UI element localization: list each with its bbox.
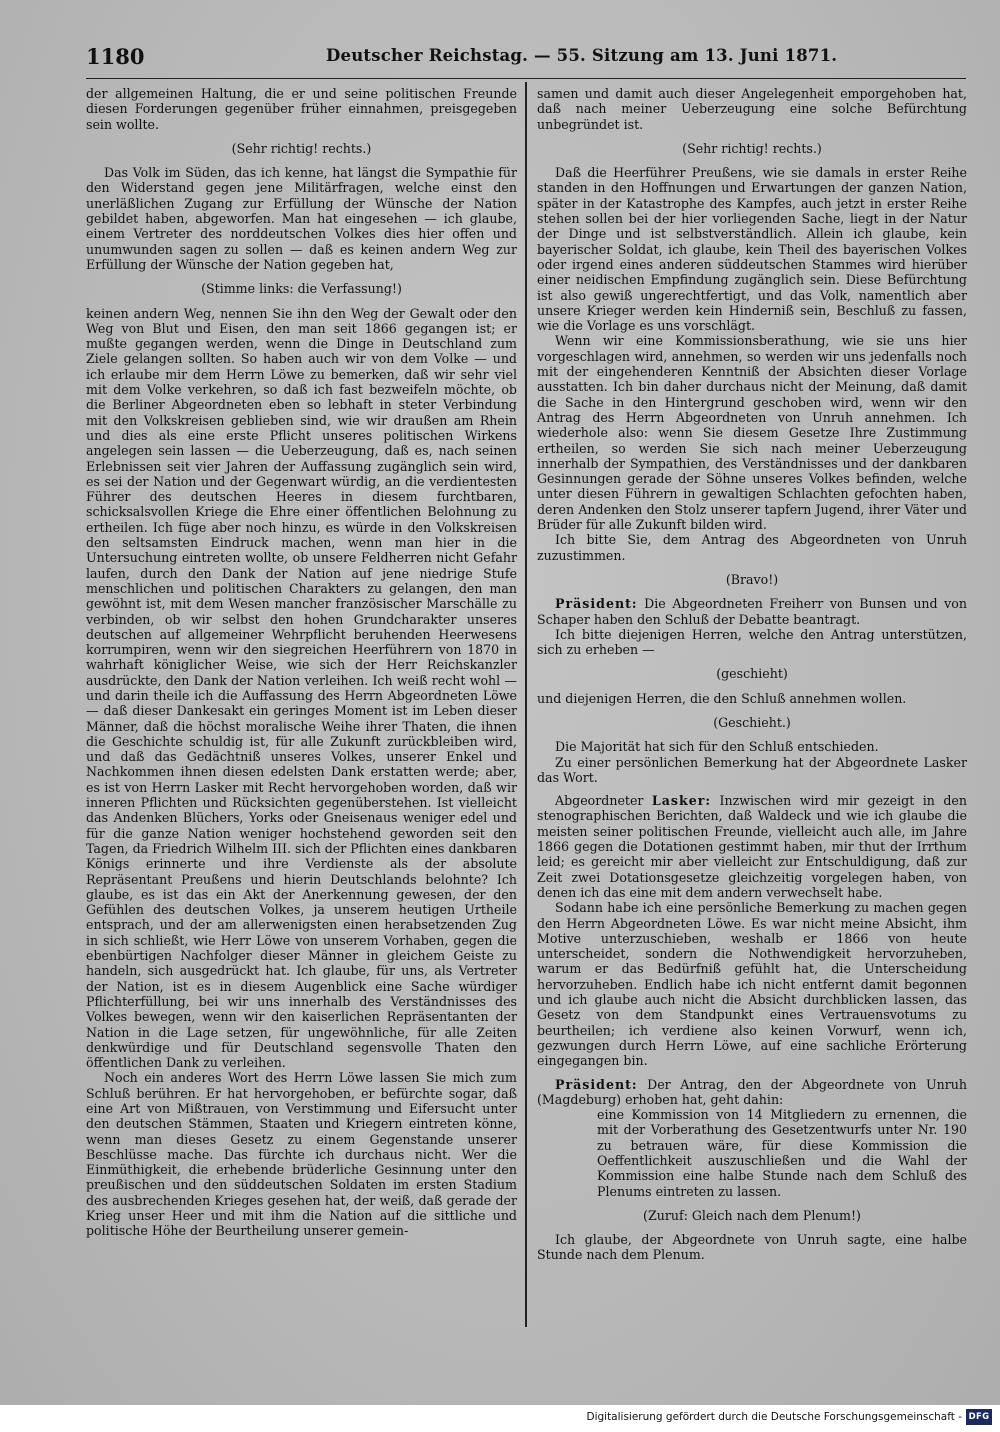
interjection: (Bravo!) — [725, 571, 779, 587]
paragraph: Zu einer persönlichen Bemerkung hat der Abgeordnete Lasker das Wort. — [537, 754, 967, 785]
running-head: Deutscher Reichstag. — 55. Sitzung am 13. Juni 1871. — [326, 46, 838, 65]
paragraph: Das Volk im Süden, das ich kenne, hat längst die Sympathie für den Widerstand gegen jene Militärfragen, welche einst den unerläßlichen Zugang zur Erfüllung der Wünsche der Nation gebildet haben, abgeworfen. Man hat eingesehen — ich glaube, einem Vertreter des norddeutschen Volkes dies hier offen und unumwunden sagen zu sollen — daß es keinen andern Weg zur Erfüllung der Wünsche der Nation gegeben hat, — [86, 165, 517, 272]
footer-credit: Digitalisierung gefördert durch die Deutsche Forschungsgemeinschaft - — [586, 1411, 962, 1423]
paragraph: Noch ein anderes Wort des Herrn Löwe lassen Sie mich zum Schluß berühren. Er hat hervorgehoben, er befürchte sogar, daß eine Art von Mißtrauen, von Verstimmung und Eifersucht unter den deutschen Stämmen, Staaten und Kriegern eintreten könne, wenn man dieses Gesetz zu einem Gegenstande unserer Beschlüsse mache. Das fürchte ich durchaus nicht. Wer die Einmüthigkeit, die erhebende brüderliche Gesinnung unter den preußischen und den süddeutschen Soldaten im ersten Stadium des ausbrechenden Krieges gesehen hat, der weiß, daß gerade der Krieg unser Heer und mit ihm die Nation auf die sittliche und politische Höhe der Beurtheilung unserer gemein- — [86, 1070, 517, 1239]
motion-text: eine Kommission von 14 Mitgliedern zu ernennen, die mit der Vorberathung des Gesetzentwurfs unter Nr. 190 zu betrauen wäre, für diese Kommission die Oeffentlichkeit auszuschließen und die Wahl der Kommission eine halbe Stunde nach dem Schluß des Plenums eintreten zu lassen. — [597, 1107, 967, 1199]
speaker-text: Die Abgeordneten Freiherr von Bunsen und von Schaper haben den Schluß der Debatte beantragt. — [537, 596, 967, 627]
page-number: 1180 — [86, 44, 145, 69]
paragraph: Ich bitte diejenigen Herren, welche den Antrag unterstützen, sich zu erheben — — [537, 626, 967, 658]
paragraph: Daß die Heerführer Preußens, wie sie damals in erster Reihe standen in den Hoffnungen und Erwartungen der ganzen Nation, später in der Katastrophe des Kampfes, auch jetzt in erster Reihe stehen sollen bei der hier vorliegenden Sache, liegt in der Natur der Dinge und ist selbstverständlich. Allein ich glaube, kein bayerischer Soldat, ich glaube, kein Theil des bayerischen Volkes oder irgend eines anderen süddeutschen Stammes wird hierüber einer neidischen Empfindung zugänglich sein. Diese Befürchtung ist also gewiß ungerechtfertigt, und das Volk, namentlich aber unsere Krieger werden kein Hinderniß sein, Beschluß zu fassen, wie die Vorlage es uns vorschlägt. — [537, 165, 967, 334]
speaker-paragraph — [537, 793, 967, 900]
paragraph: Ich glaube, der Abgeordnete von Unruh sagte, eine halbe Stunde nach dem Plenum. — [537, 1232, 967, 1263]
paragraph: Ich bitte Sie, dem Antrag des Abgeordneten von Unruh zuzustimmen. — [537, 532, 967, 563]
interjection: (geschieht) — [716, 666, 788, 682]
speaker-name: Präsident: — [555, 1076, 638, 1092]
interjection: (Sehr richtig! rechts.) — [231, 140, 372, 156]
paragraph: Sodann habe ich eine persönliche Bemerkung zu machen gegen den Herrn Abgeordneten Löwe. Es war nicht meine Absicht, ihm Motive unterzuschieben, weshalb er 1866 von heute unterscheidet, sondern die Nothwendigkeit hervorzuheben, warum er das Bedürfniß gefühlt hat, die Unterscheidung hervorzuheben. Endlich habe ich nicht entfernt damit begonnen und ich glaube auch nicht die Absicht durchblicken lassen, das Gesetz von dem Standpunkt eines Vertrauensvotums zu beurtheilen; ich verdiene also keinen Vorwurf, wenn ich, gezwungen durch Herrn Löwe, auf eine sachliche Erörterung eingegangen bin. — [537, 900, 967, 1069]
speaker-paragraph — [537, 1077, 967, 1108]
interjection: (Zuruf: Gleich nach dem Plenum!) — [643, 1207, 861, 1223]
footer — [0, 1405, 1000, 1432]
left-column — [86, 86, 517, 1239]
column-divider — [525, 82, 527, 1327]
speaker-text: Der Antrag, den der Abgeordnete von Unruh (Magdeburg) erhoben hat, geht dahin: — [537, 1076, 967, 1107]
speaker-name: Präsident: — [555, 596, 638, 612]
page-header — [86, 42, 966, 72]
interjection: (Geschieht.) — [713, 714, 791, 730]
speaker-paragraph — [537, 596, 967, 627]
paragraph: der allgemeinen Haltung, die er und seine politischen Freunde diesen Forderungen gegenüber früher einnahmen, preisgegeben sein wollte. — [86, 86, 517, 132]
right-column — [537, 86, 967, 1263]
paragraph: Wenn wir eine Kommissionsberathung, wie sie uns hier vorgeschlagen wird, annehmen, so werden wir uns jedenfalls noch mit der eingehenderen Kenntniß der Absichten dieser Vorlage ausstatten. Ich bin daher durchaus nicht der Meinung, daß damit die Sache in den Hintergrund geschoben wird, wenn wir den Antrag des Herrn Abgeordneten von Unruh annehmen. Ich wiederhole also: wenn Sie diesem Gesetze Ihre Zustimmung ertheilen, so werden Sie sich nach meiner Ueberzeugung innerhalb der Sympathien, des Verständnisses und der dankbaren Gesinnungen gerade der Söhne unseres Volkes befinden, welche unter diesen Führern in gewaltigen Schlachten gefochten haben, deren Andenken den Stolz unserer tapfern Jugend, ihrer Väter und Brüder für alle Zukunft bilden wird. — [537, 333, 967, 533]
paragraph: samen und damit auch dieser Angelegenheit emporgehoben hat, daß nach meiner Ueberzeugung eine solche Befürchtung unbegründet ist. — [537, 86, 967, 132]
interjection: (Sehr richtig! rechts.) — [682, 140, 822, 156]
paragraph: Die Majorität hat sich für den Schluß entschieden. — [555, 739, 879, 755]
speaker-prefix: Abgeordneter — [555, 793, 652, 809]
speaker-text: Inzwischen wird mir gezeigt in den stenographischen Berichten, daß Waldeck und wie ich glaube die meisten seiner politischen Freunde, vielleicht auch alle, im Jahre 1866 gegen die Dotationen gestimmt haben, mir thut der Irrthum leid; es gereicht mir aber vielleicht zur Entschuldigung, daß zur Zeit zwei Dotationsgesetze gleichzeitig vorgelegen haben, von denen ich das eine mit dem andern verwechselt habe. — [537, 793, 967, 900]
paragraph: keinen andern Weg, nennen Sie ihn den Weg der Gewalt oder den Weg von Blut und Eisen, den man seit 1866 gegangen ist; er mußte gegangen werden, wenn die Dinge in Deutschland zum Ziele gelangen sollten. So haben auch wir von dem Volke — und ich erlaube mir dem Herrn Löwe zu bemerken, daß wir sehr viel mit dem Volke verkehren, so daß ich fast bezweifeln möchte, ob die Berliner Abgeordneten eben so lebhaft in steter Verbindung mit den Volkskreisen geblieben sind, wie wir draußen am Rhein und dies als eine erste Pflicht unseres politischen Wirkens angelegen sein lassen — die Ueberzeugung, daß es, nach seinen Erlebnissen seit vier Jahren der Auffassung zugänglich sein wird, es sei der Nation und der Gegenwart würdig, an die verdientesten Führer des deutschen Heeres in diesem furchtbaren, schicksalsvollen Kriege die Ehre einer öffentlichen Belohnung zu ertheilen. Ich füge aber noch hinzu, es würde in den Volkskreisen den seltsamsten Eindruck machen, wenn man hier in die Untersuchung eintreten wollte, ob unsere Feldherren nicht Gefahr laufen, durch den Dank der Nation auf jene niedrige Stufe menschlichen und politischen Charakters zu gelangen, den man gewöhnt ist, mit dem Wesen mancher französischer Marschälle zu verbinden, ob wir selbst den hohen Grundcharakter unseres deutschen auf allgemeiner Wehrpflicht beruhenden Heerwesens korrumpiren, wenn wir den siegreichen Heerführern von 1870 in wahrhaft königlicher Weise, wie sich der Herr Reichskanzler ausdrückte, den Dank der Nation verleihen. Ich weiß recht wohl — und darin theile ich die Auffassung des Herrn Abgeordneten Löwe — daß dieser Dankesakt ein geringes Moment ist im Leben dieser Männer, daß die höchst moralische Weihe ihrer Thaten, die ihnen die Geschichte schuldig ist, für alle Zukunft zurückbleiben wird, und daß das Gedächtniß unseres Volkes, unserer Enkel und Nachkommen ihnen diesen edelsten Dank erstatten werde; aber, es ist von Herrn Lasker mit Recht hervorgehoben worden, daß wir inneren Pflichten und Rücksichten gegenüberstehen. Ist vielleicht das Andenken Blüchers, Yorks oder Gneisenaus weniger edel und für die ganze Nation weniger hochstehend geworden seit den Tagen, da Friedrich Wilhelm III. sich der Pflichten eines dankbaren Königs erinnerte und ihre Verdienste als der absolute Repräsentant Preußens und hierin Deutschlands belohnte? Ich glaube, es ist das ein Akt der Anerkennung gewesen, der den Gefühlen des deutschen Volkes, ja unserem heutigen Urtheile entsprach, und der am allerwenigsten einen herabsetzenden Zug in sich schließt, wie Herr Löwe von unserem Vorhaben, gegen die ebenbürtigen Nachfolger dieser Männer in gleichem Geiste zu handeln, sich ausgedrückt hat. Ich glaube, für uns, als Vertreter der Nation, ist es in diesem Augenblick eine Sache würdiger Pflichterfüllung, bei wir uns innerhalb des Verständnisses des Volkes bewegen, wenn wir den kaiserlichen Repräsentanten der Nation in die Lage setzen, für ungewöhnliche, für alle Zeiten denkwürdige und für Deutschland segensvolle Thaten den öffentlichen Dank zu verleihen. — [86, 305, 517, 1071]
speaker-name: Lasker: — [651, 793, 712, 809]
header-rule — [86, 78, 966, 79]
dfg-logo: DFG — [966, 1409, 992, 1425]
interjection: (Stimme links: die Verfassung!) — [201, 281, 402, 297]
paragraph: und diejenigen Herren, die den Schluß annehmen wollen. — [537, 690, 907, 706]
